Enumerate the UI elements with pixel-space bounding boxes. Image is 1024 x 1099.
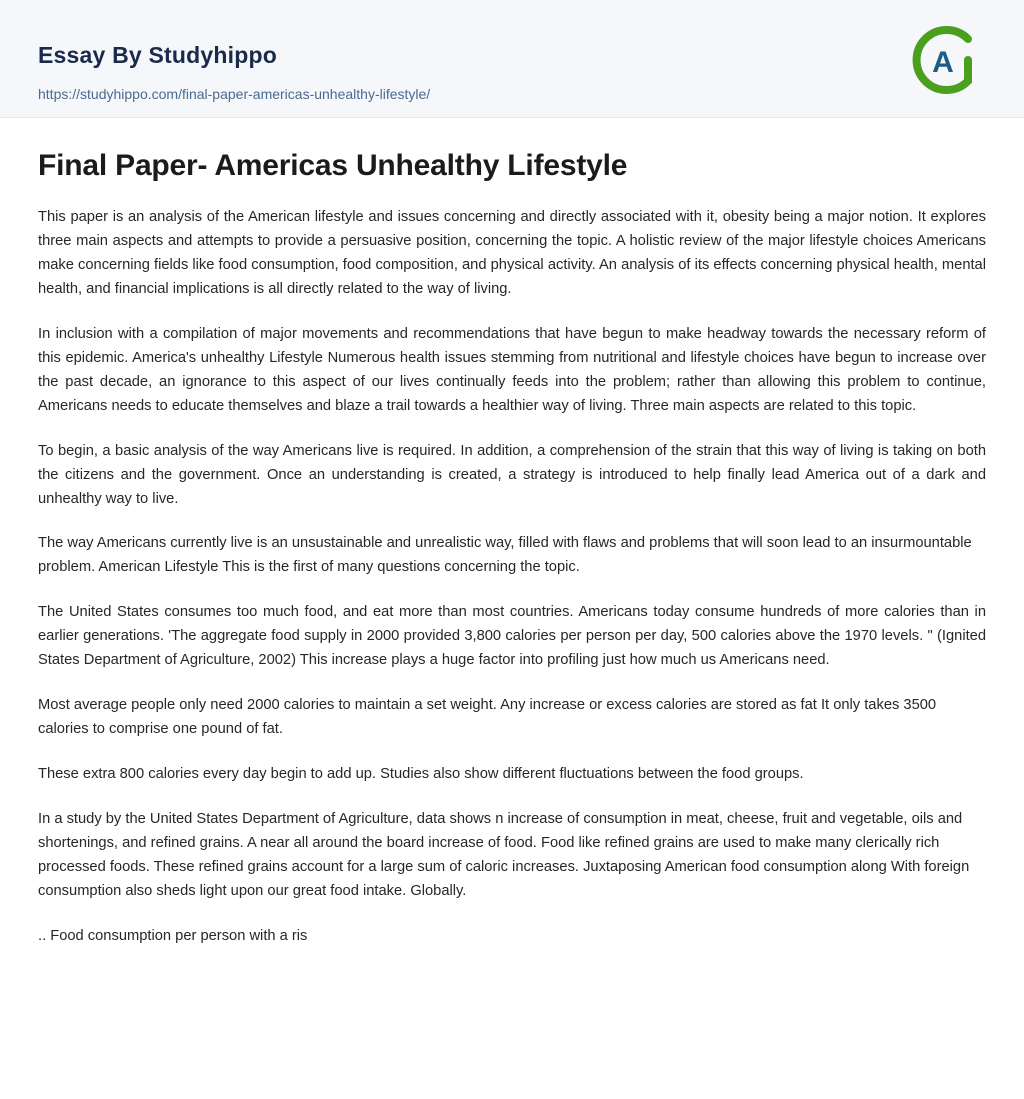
paragraph: In a study by the United States Department of Agriculture, data shows n increase of consumption in meat, cheese, fruit and vegetable, oils and shortenings, and refined grains. A near all around the board increase of food. Food like refined grains are used to make many clerically rich processed foods. These refined grains account for a large sum of caloric increases. Juxtaposing American food consumption along With foreign consumption also sheds light upon our great food intake. Globally. [38,811,970,899]
paragraph: .. Food consumption per person with a ris [38,927,308,944]
paragraph: These extra 800 calories every day begin to add up. Studies also show different fluctuations between the food groups. [38,766,804,783]
site-brand: Essay By Studyhippo [38,42,277,68]
page-title: Final Paper- Americas Unhealthy Lifestyle [38,149,628,182]
site-header [0,0,1024,118]
paragraph: Most average people only need 2000 calories to maintain a set weight. Any increase or excess calories are stored as fat It only takes 3500 calories to comprise one pound of fat. [38,697,937,738]
article-body [0,118,1024,989]
paragraph: To begin, a basic analysis of the way Americans live is required. In addition, a comprehension of the strain that this way of living is taking on both the citizens and the government. Once an understanding is created, a strategy is introduced to help finally lead America out of a dark and unhealthy way to live. [38,442,986,507]
source-url-link[interactable]: https://studyhippo.com/final-paper-americas-unhealthy-lifestyle/ [38,86,431,102]
paragraph: This paper is an analysis of the American lifestyle and issues concerning and directly associated with it, obesity being a major notion. It explores three main aspects and attempts to provide a persuasive position, concerning the topic. A holistic review of the major lifestyle choices Americans make concerning fields like food consumption, food composition, and physical activity. An analysis of its effects concerning physical health, mental health, and financial implications is all directly related to the way of living. [38,209,986,297]
paragraph: The way Americans currently live is an unsustainable and unrealistic way, filled with flaws and problems that will soon lead to an insurmountable problem. American Lifestyle This is the first of many questions concerning the topic. [38,535,972,576]
studyhippo-logo-icon [906,22,982,98]
svg-text:A: A [932,46,954,79]
paragraph: In inclusion with a compilation of major movements and recommendations that have begun to make headway towards the necessary reform of this epidemic. America's unhealthy Lifestyle Numerous health issues stemming from nutritional and lifestyle choices have begun to increase over the past decade, an ignorance to this aspect of our lives continually feeds into the problem; rather than allowing this problem to continue, Americans needs to educate themselves and blaze a trail towards a healthier way of living. Three main aspects are related to this topic. [38,325,986,414]
paragraph: The United States consumes too much food, and eat more than most countries. Americans today consume hundreds of more calories than in earlier generations. 'The aggregate food supply in 2000 provided 3,800 calories per person per day, 500 calories above the 1970 levels. " (Ignited States Department of Agriculture, 2002) This increase plays a huge factor into profiling just how much us Americans need. [38,604,986,669]
